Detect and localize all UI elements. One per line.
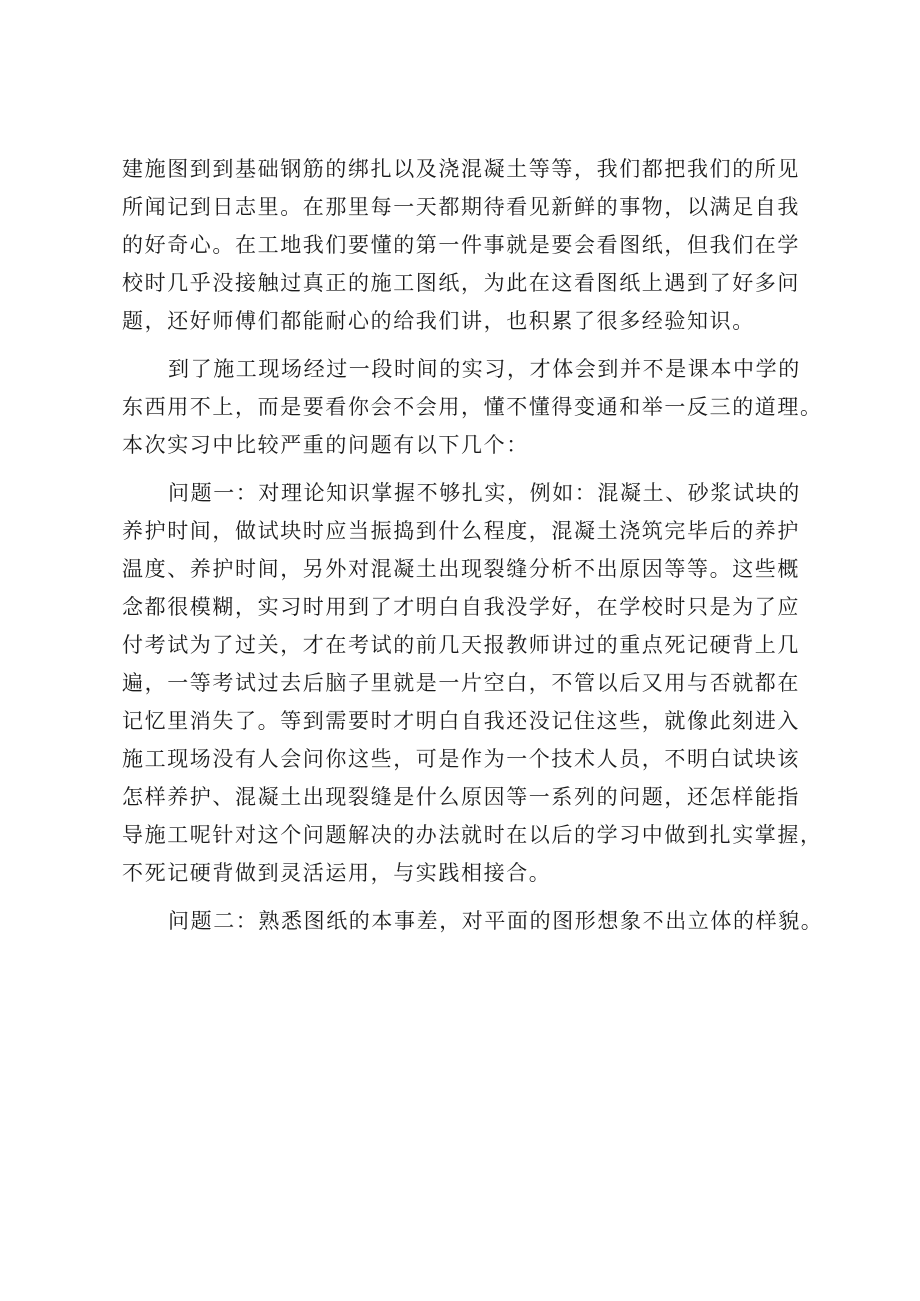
- text-line: 题，还好师傅们都能耐心的给我们讲，也积累了很多经验知识。: [122, 309, 755, 333]
- text-line: 导施工呢针对这个问题解决的办法就时在以后的学习中做到扎实掌握，: [122, 823, 823, 847]
- paragraph-1: [122, 150, 822, 340]
- text-line: 遍，一等考试过去后脑子里就是一片空白，不管以后又用与否就都在: [122, 671, 800, 695]
- text-line: 东西用不上，而是要看你会不会用，懂不懂得变通和举一反三的道理。: [122, 395, 823, 419]
- paragraph-2: [122, 350, 822, 464]
- text-line: 的好奇心。在工地我们要懂的第一件事就是要会看图纸，但我们在学: [122, 233, 800, 257]
- text-line: 养护时间，做试块时应当振捣到什么程度，混凝土浇筑完毕后的养护: [122, 519, 800, 543]
- text-line: 记忆里消失了。等到需要时才明白自我还没记住这些，就像此刻进入: [122, 709, 800, 733]
- paragraph-3: [122, 474, 822, 892]
- text-line: 建施图到到基础钢筋的绑扎以及浇混凝土等等，我们都把我们的所见: [122, 157, 800, 181]
- text-line: 怎样养护、混凝土出现裂缝是什么原因等一系列的问题，还怎样能指: [122, 785, 800, 809]
- text-line: 问题二：熟悉图纸的本事差，对平面的图形想象不出立体的样貌。: [168, 909, 824, 933]
- text-line: 本次实习中比较严重的问题有以下几个：: [122, 433, 529, 457]
- text-line: 到了施工现场经过一段时间的实习，才体会到并不是课本中学的: [168, 357, 801, 381]
- text-line: 所闻记到日志里。在那里每一天都期待看见新鲜的事物，以满足自我: [122, 195, 800, 219]
- text-line: 问题一：对理论知识掌握不够扎实，例如：混凝土、砂浆试块的: [168, 481, 801, 505]
- text-line: 校时几乎没接触过真正的施工图纸，为此在这看图纸上遇到了好多问: [122, 271, 800, 295]
- text-line: 念都很模糊，实习时用到了才明白自我没学好，在学校时只是为了应: [122, 595, 800, 619]
- text-line: 温度、养护时间，另外对混凝土出现裂缝分析不出原因等等。这些概: [122, 557, 800, 581]
- text-line: 不死记硬背做到灵活运用，与实践相接合。: [122, 861, 552, 885]
- paragraph-4: [122, 902, 822, 940]
- text-line: 付考试为了过关，才在考试的前几天报教师讲过的重点死记硬背上几: [122, 633, 800, 657]
- document-body: [122, 150, 822, 940]
- text-line: 施工现场没有人会问你这些，可是作为一个技术人员，不明白试块该: [122, 747, 800, 771]
